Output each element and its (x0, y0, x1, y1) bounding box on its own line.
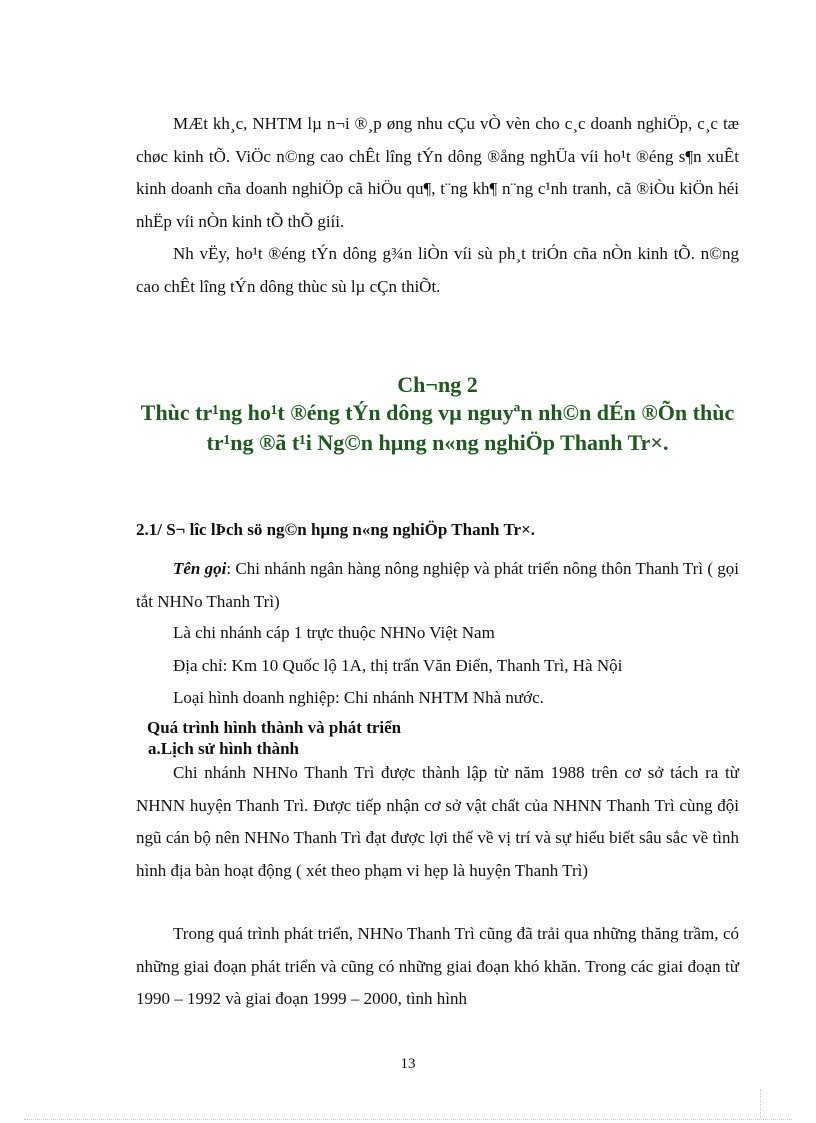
page-corner-mark (760, 1089, 762, 1119)
branch-line: Là chi nhánh cáp 1 trực thuộc NHNo Việt Nam (173, 623, 495, 642)
address-line: Địa chỉ: Km 10 Quốc lộ 1A, thị trấn Văn Điển, Thanh Trì, Hà Nội (173, 656, 623, 675)
name-label: Tên gọi (173, 559, 227, 578)
page-number: 13 (400, 1056, 416, 1072)
section-heading: 2.1/ S¬ lîc lÞch sö ng©n hµng n«ng nghiÖp Thanh Tr×. (136, 520, 536, 539)
name-paragraph (136, 553, 739, 618)
intro-paragraph-1: MÆt kh¸c, NHTM lµ n¬i ®¸p øng nhu cÇu vÒ vèn cho c¸c doanh nghiÖp, c¸c tæ chøc kinh tÕ. ViÖc n©ng cao chÊt lîng tÝn dông ®ång nghÜa víi ho¹t ®éng s¶n xuÊt kinh doanh cña doanh nghiÖp cã hiÖu qu¶, t¨ng kh¶ n¨ng c¹nh tranh, cã ®iÒu kiÖn héi nhËp víi nÒn kinh tÕ thÕ giíi. (136, 114, 739, 231)
history-paragraph: Chi nhánh NHNo Thanh Trì được thành lập từ năm 1988 trên cơ sở tách ra từ NHNN huyện Thanh Trì. Được tiếp nhận cơ sở vật chất của NHNN Thanh Trì cùng đội ngũ cán bộ nên NHNo Thanh Trì đạt được lợi thế về vị trí và sự hiểu biết sâu sắc về tình hình địa bàn hoạt động ( xét theo phạm vi hẹp là huyện Thanh Trì) (136, 763, 739, 880)
development-paragraph: Trong quá trình phát triển, NHNo Thanh Trì cũng đã trải qua những thăng trầm, có những giai đoạn phát triển và cũng có những giai đoạn khó khăn. Trong các giai đoạn từ 1990 – 1992 và giai đoạn 1999 – 2000, tình hình (136, 924, 739, 1008)
history-heading: Quá trình hình thành và phát triển (147, 718, 402, 737)
chapter-title: Thùc tr¹ng ho¹t ®éng tÝn dông vµ nguyªn nh©n dÉn ®Õn thùc tr¹ng ®ã t¹i Ng©n hµng n«ng nghiÖp Thanh Tr×. (140, 400, 735, 455)
sub-heading: a.Lịch sử hình thành (148, 739, 299, 758)
business-type-line: Loại hình doanh nghiệp: Chi nhánh NHTM Nhà nước. (173, 688, 544, 707)
chapter-number: Ch¬ng 2 (397, 372, 478, 397)
intro-paragraph-2: Nh vËy, ho¹t ®éng tÝn dông g¾n liÒn víi sù ph¸t triÓn cña nÒn kinh tÕ. n©ng cao chÊt lîng tÝn dông thùc sù lµ cÇn thiÕt. (136, 244, 739, 296)
page-bottom-rule (24, 1119, 792, 1120)
name-text: : Chi nhánh ngân hàng nông nghiệp và phát triển nông thôn Thanh Trì ( gọi tắt NHNo Thanh Trì) (136, 559, 739, 611)
